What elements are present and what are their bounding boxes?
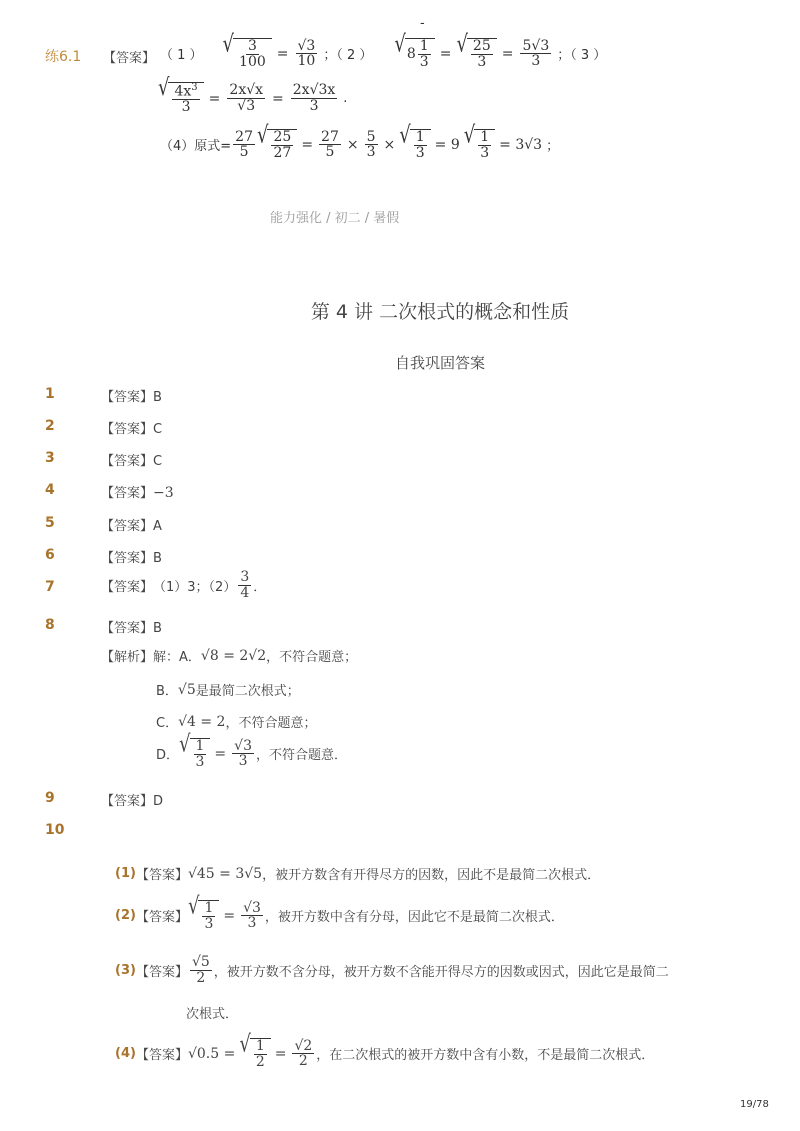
answer-number: 2 <box>45 418 55 434</box>
answer-text: 【答案】D <box>101 794 164 809</box>
practice-line-3: （4）原式= $\frac{27}{5}$ √ $\frac{25}{27}$ = $\frac{27}{5}$ × $\frac{5}{3}$ × √ $\frac{1}{3}$ = 9 √ $\frac{1}{3}$ = 3√3 ； <box>160 121 560 161</box>
answer-text: 【答案】A <box>101 519 162 534</box>
answer-number: 6 <box>45 547 55 563</box>
analysis-line-b: B． √5 是最简二次根式； <box>156 681 300 699</box>
answer-number: 4 <box>45 482 55 498</box>
q10-part-4: (4) 【答案】 √0.5 = √ $\frac{1}{2}$ = $\frac{√2}{2}$ ，在二次根式的被开方数中含有小数，不是最简二次根式． <box>115 1030 655 1070</box>
answer-text: 【答案】C <box>101 422 163 437</box>
q10-part-3: (3) 【答案】 $\frac{√5}{2}$ ，被开方数不含分母，被开方数不含能开得尽方的因数或因式，因此它是最简二 <box>115 954 669 986</box>
breadcrumb: 能力强化 / 初二 / 暑假 <box>270 211 400 226</box>
answer-text: 【答案】C <box>101 454 163 469</box>
answer-number: 5 <box>45 515 55 531</box>
answer-text: 【答案】B <box>101 551 162 566</box>
part-4-label: （4）原式= <box>160 139 232 155</box>
sqrt-expr: √ $\frac{3}{100}$ <box>223 38 272 69</box>
answer-number: 1 <box>45 386 55 402</box>
practice-label: 练6.1 <box>45 49 82 65</box>
practice-line-2: √ $\frac{4x^3}{3}$ = $\frac{2x√x}{√3}$ = $\frac{2x√3x}{3}$ . <box>158 74 348 116</box>
answer-number: 10 <box>45 822 65 838</box>
answer-number: 7 <box>45 579 55 595</box>
q10-part-1: (1) 【答案】 √45 = 3√5 ，被开方数含有开得尽方的因数，因此不是最简二次根式． <box>115 865 601 883</box>
answer-text: 【答案】B <box>101 621 162 636</box>
analysis-line-a: 【解析】 解：A． √8 = 2√2 ，不符合题意； <box>101 647 358 665</box>
sqrt-expr: √ 8 $\frac{1}{3}$ <box>394 38 434 69</box>
answer-number: 3 <box>45 450 55 466</box>
answer-text: 【答案】B <box>101 390 162 405</box>
answer-number: 9 <box>45 790 55 806</box>
page-number: 19/78 <box>740 1099 769 1110</box>
part-2-label: ；（ 2 ） <box>323 48 373 64</box>
part-3-label: ；（ 3 ） <box>557 48 607 64</box>
answer-number: 8 <box>45 617 55 633</box>
part-1-label: （ 1 ） <box>160 48 203 64</box>
answer-text: 【答案】 （1）3；（2） $\frac{3}{4}$ ． <box>101 569 267 601</box>
answer-text: 【答案】−3 <box>101 485 174 501</box>
top-mark: - <box>420 16 425 31</box>
analysis-line-c: C． √4 = 2 ，不符合题意； <box>156 713 317 731</box>
q10-part-3-cont: 次根式． <box>186 1007 239 1022</box>
page-title: 第 4 讲 二次根式的概念和性质 <box>310 301 570 323</box>
analysis-line-d: D． √ $\frac{1}{3}$ = $\frac{√3}{3}$ ，不符合题意． <box>156 730 347 770</box>
section-subtitle: 自我巩固答案 <box>394 354 485 372</box>
q10-part-2: (2) 【答案】 √ $\frac{1}{3}$ = $\frac{√3}{3}$ ，被开方数中含有分母，因此它不是最简二次根式． <box>115 892 564 932</box>
practice-line-1: （ 1 ） √ $\frac{3}{100}$ = $\frac{√3}{10}$ ；（ 2 ） √ 8 $\frac{1}{3}$ = √ $\frac{25}{3}$ = $\frac{5√3}{3}$ ；（ 3 ） <box>160 30 607 70</box>
practice-answer-tag: 【答案】 <box>103 51 156 66</box>
